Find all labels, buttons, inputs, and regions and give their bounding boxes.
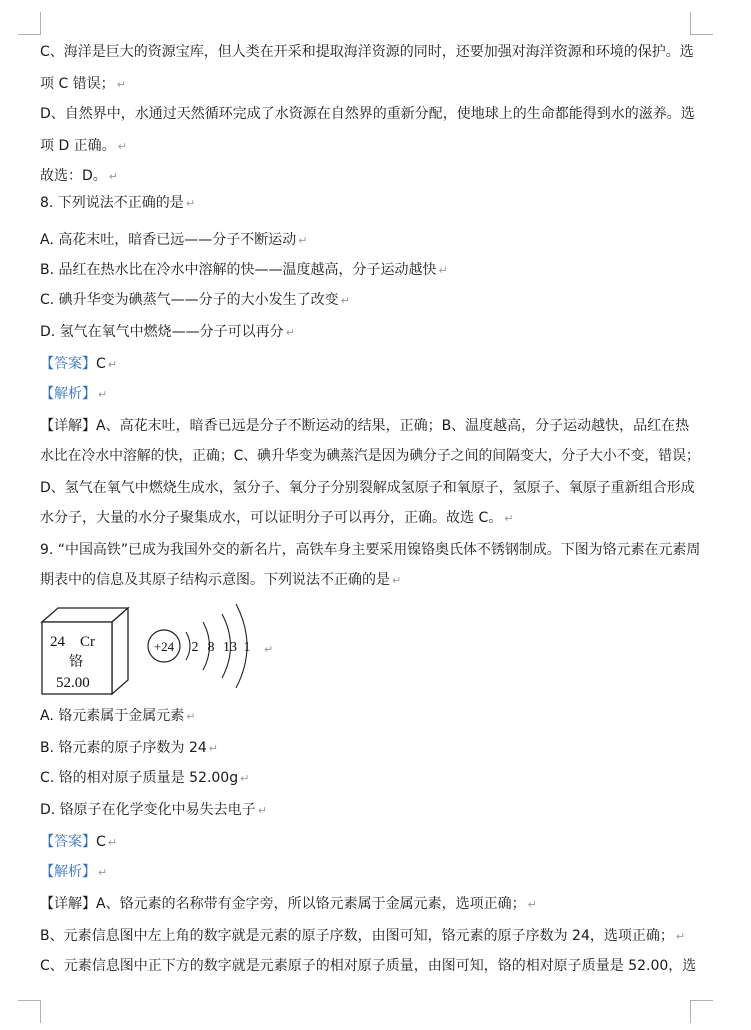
option-b: B. 铬元素的原子序数为 24 ↵ [40,740,218,756]
page-corner-bottom-left [18,1000,41,1023]
question-8-title: 8. 下列说法不正确的是 ↵ [40,195,196,211]
shell-electrons: 8 [207,640,215,655]
text-line: 水分子，大量的水分子聚集成水，可以证明分子可以再分，正确。故选 C。 ↵ [40,510,514,526]
analysis-label: 【解析】 ↵ [40,386,108,402]
option-c: C. 碘升华变为碘蒸气——分子的大小发生了改变 ↵ [40,292,350,308]
text-line: 【详解】A、铬元素的名称带有金字旁，所以铬元素属于金属元素，选项正确； ↵ [40,896,537,912]
shell-electrons: 13 [223,640,237,655]
option-d: D. 铬原子在化学变化中易失去电子 ↵ [40,802,267,818]
answer-line: 【答案】C ↵ [40,834,117,850]
paragraph-mark: ↵ [264,643,274,656]
element-number: 24 [50,634,65,650]
element-card [42,608,128,694]
text-line: C、海洋是巨大的资源宝库，但人类在开采和提取海洋资源的同时，还要加强对海洋资源和环境的保护。选 [40,44,694,60]
page-corner-top-left [18,12,41,35]
text-line: 项 D 正确。 ↵ [40,138,127,154]
text-line: D、氢气在氧气中燃烧生成水，氢分子、氧分子分别裂解成氢原子和氧原子，氢原子、氧原子重新组合形成 [40,480,695,496]
chromium-element-figure [40,600,300,700]
page-corner-top-right [690,12,713,35]
nucleus-charge: +24 [153,639,175,654]
shell-electrons: 2 [191,640,199,655]
element-name: 铬 [69,654,83,670]
question-9-title: 9. “中国高铁”已成为我国外交的新名片，高铁车身主要采用镍铬奥氏体不锈钢制成。下图为铬元素在元素周 [40,542,701,558]
option-d: D. 氢气在氧气中燃烧——分子可以再分 ↵ [40,324,295,340]
element-diagram [40,600,300,700]
option-a: A. 铬元素属于金属元素 ↵ [40,708,196,724]
text-line: 故选：D。 ↵ [40,168,118,184]
option-c: C. 铬的相对原子质量是 52.00g ↵ [40,770,250,786]
text-line: D、自然界中，水通过天然循环完成了水资源在自然界的重新分配，使地球上的生命都能得到水的滋养。选 [40,106,695,122]
answer-line: 【答案】C ↵ [40,356,117,372]
text-line: 水比在冷水中溶解的快，正确；C、碘升华变为碘蒸汽是因为碘分子之间的间隔变大，分子大小不变，错误； [40,448,700,464]
text-line: C、元素信息图中正下方的数字就是元素原子的相对原子质量，由图可知，铬的相对原子质量是 52.00，选 [40,958,697,974]
page-corner-bottom-right [690,1000,713,1023]
option-b: B. 品红在热水比在冷水中溶解的快——温度越高，分子运动越快 ↵ [40,262,448,278]
text-line: B、元素信息图中左上角的数字就是元素的原子序数，由图可知，铬元素的原子序数为 24，选项正确； ↵ [40,928,686,944]
option-a: A. 高花末吐，暗香已远——分子不断运动 ↵ [40,232,308,248]
analysis-label: 【解析】 ↵ [40,864,108,880]
element-symbol: Cr [80,634,95,650]
text-line: 项 C 错误； ↵ [40,76,126,92]
text-line: 期表中的信息及其原子结构示意图。下列说法不正确的是 ↵ [40,572,402,588]
element-mass: 52.00 [56,675,90,691]
shell-electrons: 1 [243,640,251,655]
atom-structure [148,604,273,688]
text-line: 【详解】A、高花末吐，暗香已远是分子不断运动的结果，正确；B、温度越高，分子运动越快，品红在热 [40,418,690,434]
